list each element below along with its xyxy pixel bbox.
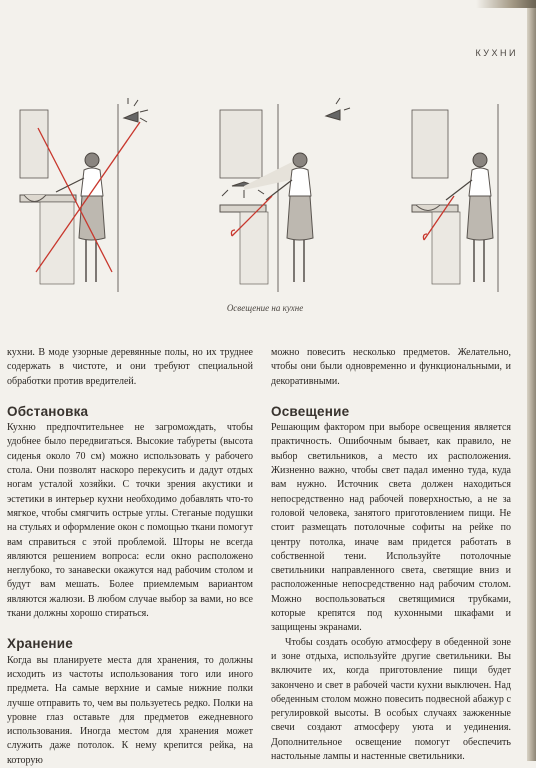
- page-corner-shadow: [476, 0, 536, 8]
- section-title-lighting: Освещение: [271, 403, 350, 419]
- body-paragraph: Кухню предпочтительнее не загромождать, чтобы удобнее было передвигаться. Высокие табуреты (высота сиденья около 70 см) можно использовать у рабочего стола. Они позволят наскоро перекусить и дадут отдых ногам усталой хозяйки. С точки зрения акустики и эстетики в интерьер кухни необходимо добавлять что-то мягкое, чтобы смягчить острые углы. Стеганые подушки на стульях и оформление окон с помощью ткани помогут вам справиться с этой проблемой. Шторы не всегда являются решением вопроса: если окно расположено неглубоко, то занавески окажутся над рабочим столом и будут вам мешать. Более приемлемым вариантом являются жалюзи. В любом случае выбор за вами, но все ткани должны хорошо стираться.: [7, 422, 253, 620]
- figure-caption: Освещение на кухне: [226, 303, 304, 313]
- section-title-storage: Хранение: [7, 636, 73, 652]
- scene-under-cabinet-lighting: [412, 104, 498, 292]
- right-column: [271, 346, 511, 764]
- section-title-furnishing: Обстановка: [7, 403, 89, 419]
- continuation-paragraph: кухни. В моде узорные деревянные полы, но их труднее содержать в чистоте, и они требуют специальной обработки против вредителей.: [7, 347, 253, 387]
- scene-wrong-lighting: [20, 98, 148, 292]
- kitchen-lighting-illustration: [0, 96, 536, 301]
- lamp-icon: [326, 98, 350, 120]
- body-paragraph: Когда вы планируете места для хранения, то должны исходить из частоты использования того или иного предмета. На самые верхние и самые нижние полки лучше отправить то, чем вы пользуетесь редко. Полки на уровне глаз оставьте для предметов ежедневного использования. Иногда местом для хранения может служить даже потолок. К нему крепится рейка, на которую: [7, 654, 253, 766]
- continuation-paragraph: можно повесить несколько предметов. Желательно, чтобы они были одновременно и функциональными, и декоративными.: [271, 347, 511, 387]
- body-paragraph: Чтобы создать особую атмосферу в обеденной зоне и зоне отдыха, используйте другие светильники. Вы включите их, когда приготовление пищи будет закончено и свет в рабочей части кухни выключен. Над обеденным столом можно повесить подвесной абажур с регулировкой высоты. В особых случаях зажженные свечи создают атмосферу уюта и уединения. Дополнительное освещение помогут обеспечить настольные лампы и настенные светильники.: [271, 636, 511, 763]
- running-header: КУХНИ: [475, 48, 518, 58]
- lamp-icon: [124, 98, 148, 122]
- body-paragraph: Решающим фактором при выборе освещения является практичность. Ошибочным бывает, как правило, не выбор светильников, а место их расположения. Жизненно важно, чтобы свет падал именно туда, куда вам нужно. Источник света должен находиться непосредственно над рабочей поверхностью, а не за головой человека, занятого приготовлением пищи. Не стоит размещать потолочные софиты на рейке по центру потолка, иначе вам придется работать в собственной тени. Используйте потолочные светильники направленного света, светящие вниз и расположенные непосредственно над рабочим столом. Можно воспользоваться светящимися трубками, которые крепятся под кухонными шкафами и защищены экранами.: [271, 422, 511, 634]
- left-column: [7, 346, 253, 768]
- scene-overhead-lighting: [220, 98, 350, 292]
